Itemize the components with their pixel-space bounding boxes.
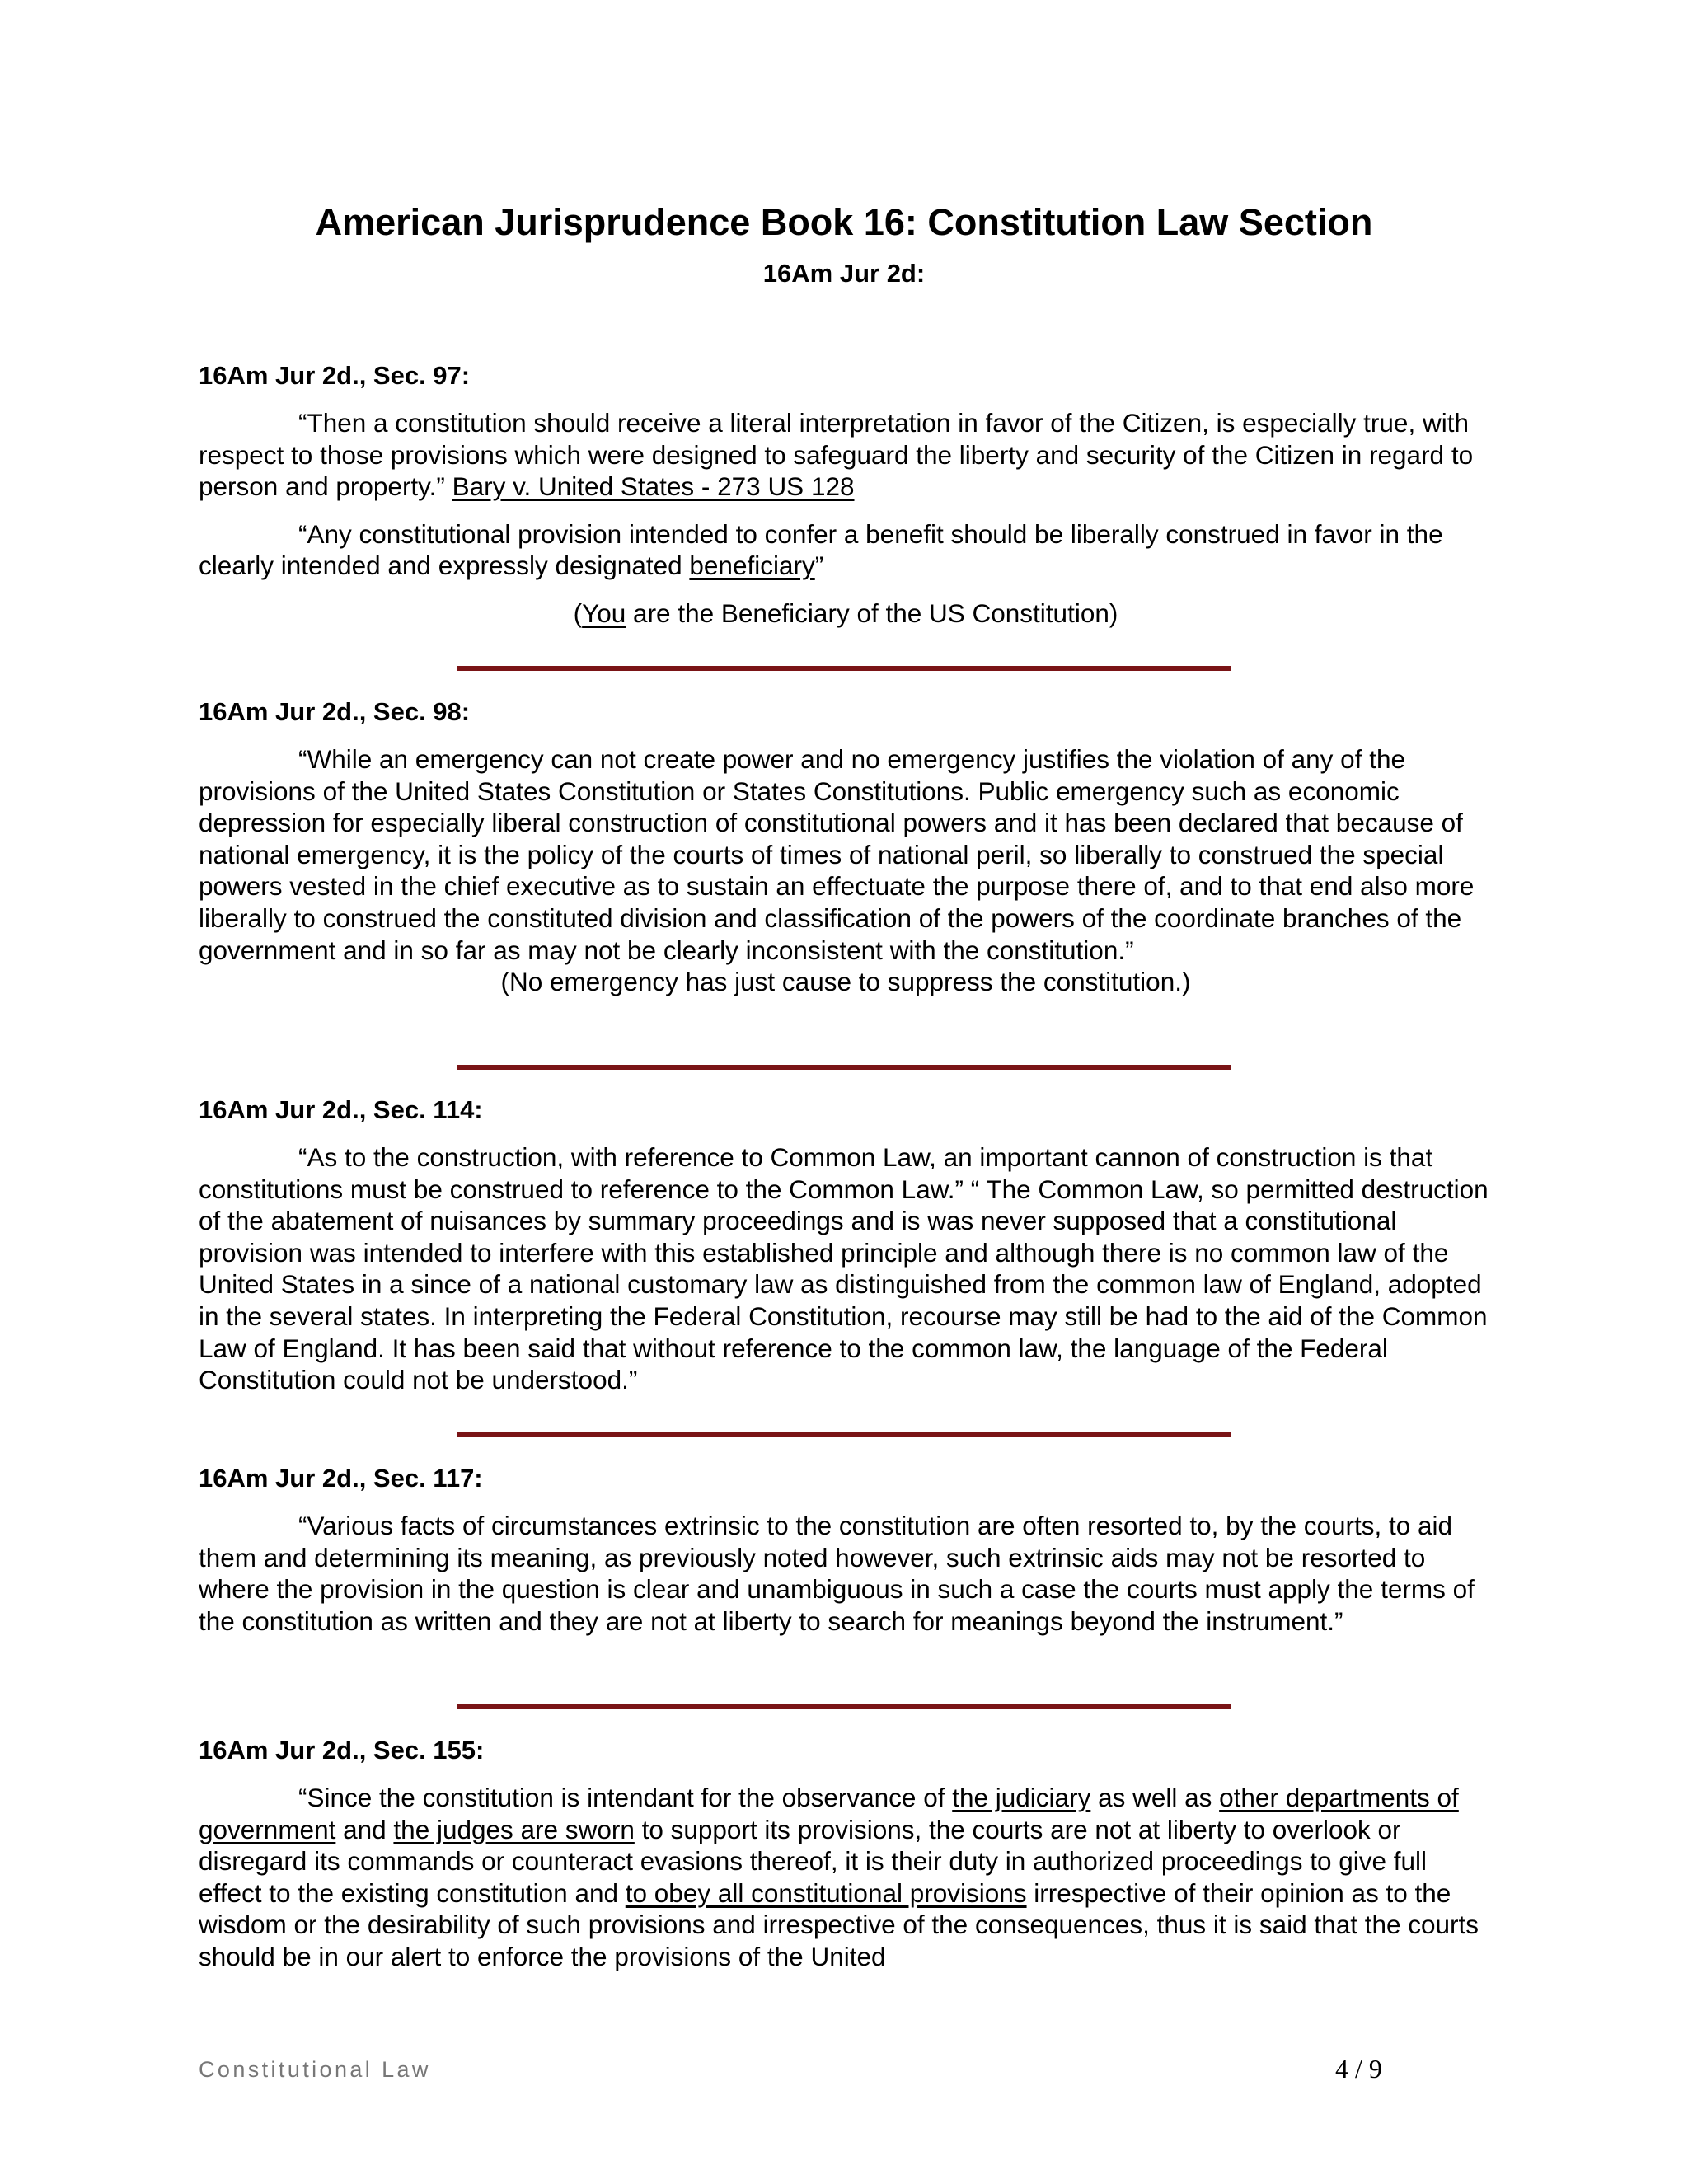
note-text: are the Beneficiary of the US Constitution) — [626, 598, 1118, 628]
paragraph-text: “Since the constitution is intendant for the observance of — [298, 1783, 953, 1812]
underlined-term: beneficiary — [689, 551, 815, 581]
paragraph-text: “Any constitutional provision intended to confer a benefit should be liberally construed in favor in the clearly intended and expressly designated — [199, 518, 1443, 581]
divider-rule — [457, 1432, 1231, 1437]
section-paragraph: “Various facts of circumstances extrinsic to the constitution are often resorted to, by the courts, to aid them and determining its meaning, as previously noted however, such extrinsic aids may not be resorted to where the provision in the question is clear and unambiguous in such a case the courts must apply the terms of the constitution as written and they are not at liberty to search for meanings beyond the instrument.” — [199, 1511, 1475, 1636]
section-heading: 16Am Jur 2d., Sec. 98: — [199, 697, 471, 726]
page-subtitle: 16Am Jur 2d: — [762, 259, 926, 288]
underlined-term: the judges are sworn — [393, 1814, 635, 1844]
underlined-term: You — [582, 598, 626, 628]
underlined-term: to obey all constitutional provisions — [625, 1877, 1027, 1908]
paragraph-text: as well as — [1090, 1783, 1220, 1812]
section-heading: 16Am Jur 2d., Sec. 97: — [199, 361, 471, 390]
underlined-term: the judiciary — [952, 1783, 1091, 1812]
section-heading: 16Am Jur 2d., Sec. 114: — [199, 1095, 483, 1124]
paragraph-text: to support its provisions, the courts are not at liberty to overlook or disregard its commands or counteract evasions thereof, it is their duty in authorized proceedings to give full effect to the existing constitution and — [199, 1814, 1428, 1908]
page-number: 4 / 9 — [1335, 2054, 1382, 2083]
footer-document-title: Constitutional Law — [199, 2057, 431, 2082]
section-heading: 16Am Jur 2d., Sec. 155: — [199, 1736, 485, 1765]
section-paragraph — [199, 518, 1493, 582]
section-117 — [199, 1462, 1493, 1637]
section-note: (No emergency has just cause to suppress the constitution.) — [500, 967, 1191, 997]
note-text: ( — [573, 598, 583, 628]
section-97 — [199, 359, 1493, 630]
section-155 — [199, 1734, 1493, 1973]
section-heading: 16Am Jur 2d., Sec. 117: — [199, 1464, 483, 1493]
section-114 — [199, 1094, 1493, 1396]
section-paragraph — [199, 407, 1493, 503]
paragraph-text: irrespective of their opinion as to the wisdom or the desirability of such provisions and irrespective of the consequences, thus it is said that the courts should be in our alert to enforce the provisions of the United — [199, 1877, 1479, 1971]
section-98 — [199, 696, 1493, 998]
section-note — [199, 598, 1493, 630]
page-title: American Jurisprudence Book 16: Constitution Law Section — [315, 201, 1373, 243]
section-paragraph: “While an emergency can not create power and no emergency justifies the violation of any of the provisions of the United States Constitution or States Constitutions. Public emergency such as economic depression for especially liberal construction of constitutional powers and it has been declared that because of national emergency, it is the policy of the courts of times of national peril, so liberally to construed the special powers vested in the chief executive as to sustain an effectuate the purpose there of, and to that end also more liberally to construed the constituted division and classification of the powers of the coordinate branches of the government and in so far as may not be clearly inconsistent with the constitution.” — [199, 744, 1475, 965]
divider-rule — [457, 666, 1231, 671]
divider-rule — [457, 1065, 1231, 1070]
case-citation: Bary v. United States - 273 US 128 — [452, 471, 855, 502]
paragraph-text: and — [335, 1814, 394, 1844]
underlined-term: other departments of government — [199, 1783, 1459, 1844]
section-paragraph — [199, 1782, 1493, 1973]
section-paragraph: “As to the construction, with reference to Common Law, an important cannon of construction is that constitutions must be construed to reference to the Common Law.” “ The Common Law, so permitted destruction of the abatement of nuisances by summary proceedings and is was never supposed that a constitutional provision was intended to interfere with this established principle and although there is no common law of the United States in a since of a national customary law as distinguished from the common law of England, adopted in the several states. In interpreting the Federal Constitution, recourse may still be had to the aid of the Common Law of England. It has been said that without reference to the common law, the language of the Federal Constitution could not be understood.” — [199, 1142, 1489, 1395]
divider-rule — [457, 1704, 1231, 1709]
paragraph-text: “Then a constitution should receive a literal interpretation in favor of the Citizen, is especially true, with respect to those provisions which were designed to safeguard the liberty and security of the Citizen in regard to person and property.” — [199, 408, 1474, 502]
paragraph-text: ” — [814, 551, 824, 581]
